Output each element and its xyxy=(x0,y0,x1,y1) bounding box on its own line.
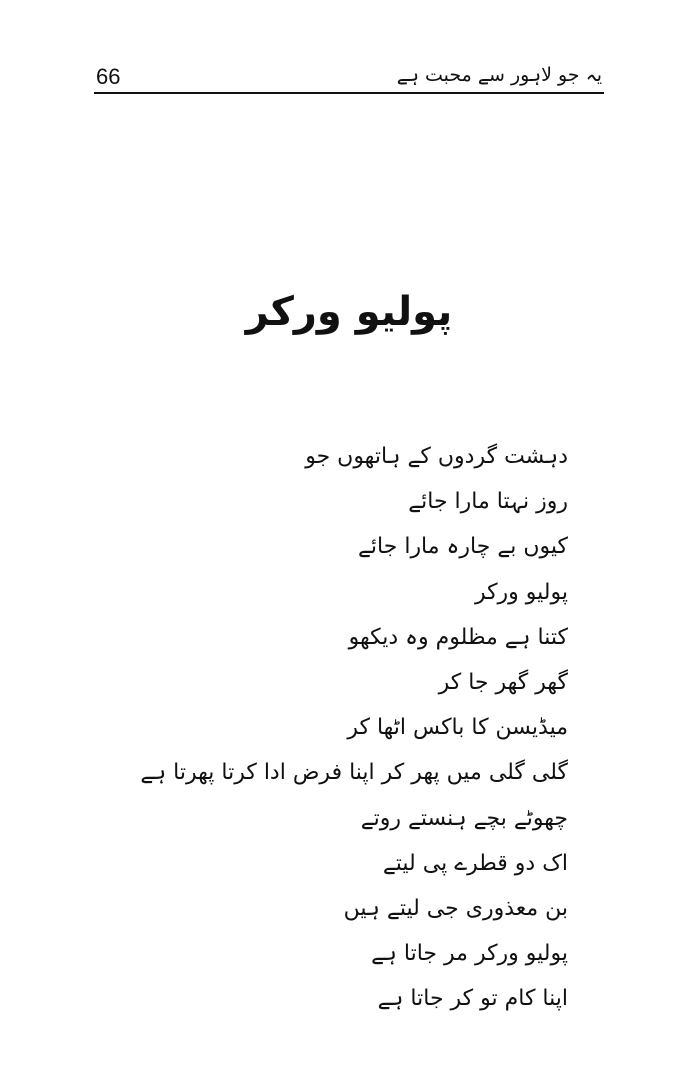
poem-line: میڈیسن کا باکس اٹھا کر xyxy=(347,715,568,741)
poem-line: پولیو ورکر xyxy=(474,579,568,605)
poem-title: پولیو ورکر xyxy=(245,289,453,335)
poem-line: روز نہتا مارا جائے xyxy=(408,489,568,515)
poem-line: گلی گلی میں پھر کر اپنا فرض ادا کرتا پھرتا ہے xyxy=(140,760,568,786)
poem-line: دہشت گردوں کے ہاتھوں جو xyxy=(305,444,568,469)
page-number: 66 xyxy=(96,64,121,89)
poem-line: پولیو ورکر مر جاتا ہے xyxy=(371,941,568,967)
poem-line: اپنا کام تو کر جاتا ہے xyxy=(377,986,568,1012)
header-divider xyxy=(94,92,604,94)
running-header-title: یہ جو لاہور سے محبت ہے xyxy=(396,64,602,86)
poem-line: کتنا ہے مظلوم وہ دیکھو xyxy=(348,624,568,650)
poem-line: چھوٹے بچے ہنستے روتے xyxy=(360,805,568,831)
poem-line: اک دو قطرے پی لیتے xyxy=(382,850,568,876)
poem-line: کیوں بے چارہ مارا جائے xyxy=(358,534,568,560)
poem-body xyxy=(140,434,568,1021)
poem-line: بن معذوری جی لیتے ہیں xyxy=(343,895,568,921)
poem-line: گھر گھر جا کر xyxy=(438,669,568,695)
